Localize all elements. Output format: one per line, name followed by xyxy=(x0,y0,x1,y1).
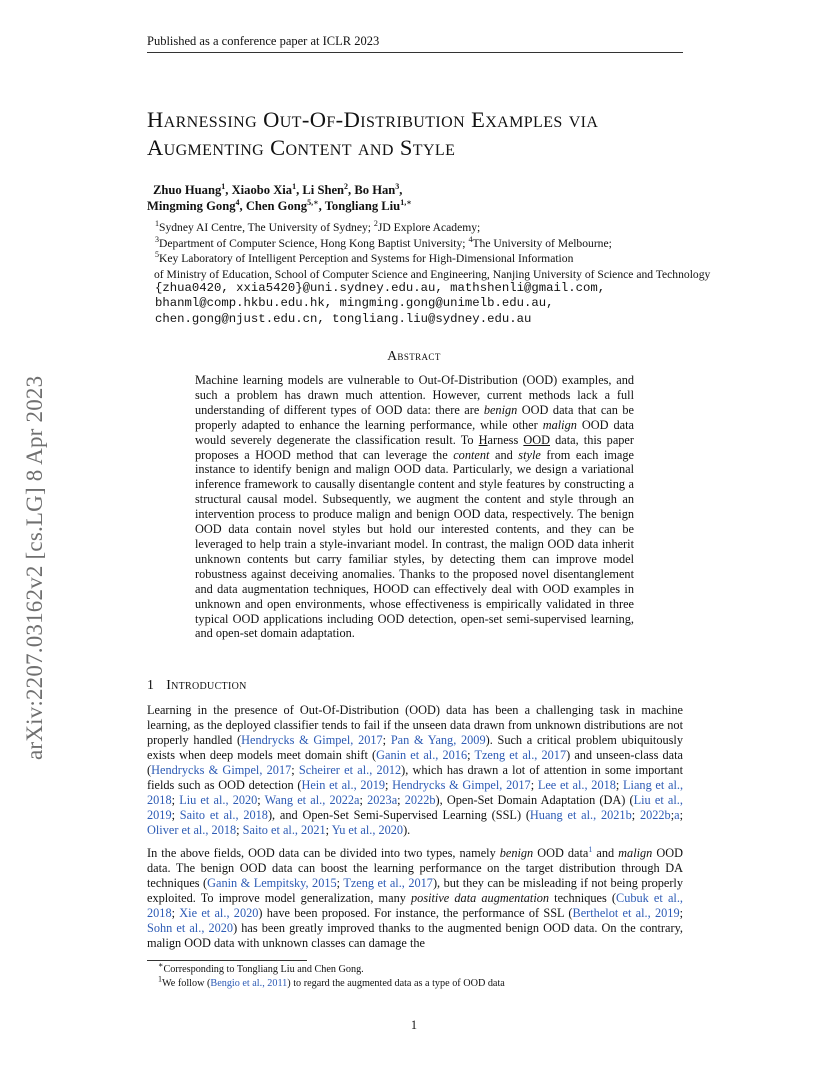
citation-link[interactable]: 2023a xyxy=(367,793,398,807)
title-line-1: Harnessing Out-Of-Distribution Examples via xyxy=(147,107,599,132)
citation-link[interactable]: Saito et al., 2018 xyxy=(179,808,268,822)
author-affil-mark: 2 xyxy=(344,181,349,191)
affiliations xyxy=(155,220,755,282)
author-affil-mark: 1 xyxy=(292,181,297,191)
citation-link[interactable]: Ganin et al., 2016 xyxy=(376,748,468,762)
citation-link[interactable]: Liu et al., 2019 xyxy=(147,793,683,822)
running-header: Published as a conference paper at ICLR 2023 xyxy=(147,34,380,48)
affiliation-line: $^1$Sydney AI Centre, The University of Sydney; $^2$JD Explore Academy; xyxy=(155,219,481,234)
citation-link[interactable]: Liang et al., 2018 xyxy=(147,778,684,807)
footnote-corresponding: ∗Corresponding to Tongliang Liu and Chen Gong. xyxy=(158,960,364,975)
citation-link[interactable]: Liu et al., 2020 xyxy=(179,793,258,807)
affiliation-line: $^3$Department of Computer Science, Hong Kong Baptist University; $^4$The University of Melbourne; xyxy=(155,234,612,250)
author-line-1: Zhuo Huang$^1$, Xiaobo Xia$^1$, Li Shen$^2$, Bo Han$^3$, xyxy=(153,181,403,197)
intro-paragraph-1: Learning in the presence of Out-Of-Distribution (OOD) data has been a challenging task in machine learning, as the deployed classifier tends to fail if the unseen data drawn from unknown distributions are not properly handled (Hendrycks & Gimpel, 2017; Pan & Yang, 2009). Such a critical problem ubiquitously exists when deep models meet domain shift (Ganin et al., 2016; Tzeng et al., 2017) and unseen-class data (Hendrycks & Gimpel, 2017; Scheirer et al., 2012), which has drawn a lot of attention in some important fields such as OOD detection (Hein et al., 2019; Hendrycks & Gimpel, 2017; Lee et al., 2018; Liang et al., 2018; Liu et al., 2020; Wang et al., 2022a; 2023a; 2022b), Open-Set Domain Adaptation (DA) (Liu et al., 2019; Saito et al., 2018), and Open-Set Semi-Supervised Learning (SSL) (Huang et al., 2021b; 2022b;a; Oliver et al., 2018; Saito et al., 2021; Yu et al., 2020). xyxy=(147,703,684,837)
email-line: {zhua0420, xxia5420}@uni.sydney.edu.au, mathshenli@gmail.com, xyxy=(155,281,606,295)
email-line: chen.gong@njust.edu.cn, tongliang.liu@sydney.edu.au xyxy=(155,311,532,326)
arxiv-stamp: arXiv:2207.03162v2 [cs.LG] 8 Apr 2023 xyxy=(22,375,47,760)
citation-link[interactable]: Hendrycks & Gimpel, 2017 xyxy=(241,733,383,747)
author-affil-mark: 1 xyxy=(221,181,226,191)
intro-paragraph-2: In the above fields, OOD data can be divided into two types, namely benign OOD data$^1$ and malign OOD data. The benign OOD data can boost the learning performance on the target distribution through DA techniques (Ganin & Lempitsky, 2015; Tzeng et al., 2017), but they can be misleading if not being properly exploited. To improve model generalization, many positive data augmentation techniques (Cubuk et al., 2018; Xie et al., 2020) have been proposed. For instance, the performance of SSL (Berthelot et al., 2019; Sohn et al., 2020) has been greatly improved thanks to the augmented benign OOD data. On the contrary, malign OOD data with unknown classes can damage the xyxy=(147,844,684,950)
citation-link[interactable]: Saito et al., 2021 xyxy=(242,823,326,837)
citation-link[interactable]: Huang et al., 2021b xyxy=(529,808,632,822)
footnote-marker[interactable]: 1 xyxy=(588,844,593,854)
author-affil-mark: 4 xyxy=(235,197,240,207)
citation-link[interactable]: Pan & Yang, 2009 xyxy=(390,733,486,747)
citation-link[interactable]: Tzeng et al., 2017 xyxy=(474,748,567,762)
author-name: Mingming Gong xyxy=(147,199,236,213)
header-rule xyxy=(147,52,683,53)
citation-link[interactable]: Tzeng et al., 2017 xyxy=(343,876,433,890)
author-name: Zhuo Huang xyxy=(153,183,222,197)
citation-link[interactable]: Berthelot et al., 2019 xyxy=(572,906,680,920)
author-name: Li Shen xyxy=(302,183,345,197)
author-list xyxy=(147,181,693,214)
citation-link[interactable]: Oliver et al., 2018 xyxy=(147,823,237,837)
section-heading-introduction xyxy=(147,677,247,693)
citation-link[interactable]: Hendrycks & Gimpel, 2017 xyxy=(151,763,292,777)
author-emails xyxy=(155,281,715,327)
footnote-rule xyxy=(147,960,307,961)
citation-link[interactable]: Xie et al., 2020 xyxy=(179,906,259,920)
citation-link[interactable]: Scheirer et al., 2012 xyxy=(298,763,402,777)
email-line: bhanml@comp.hkbu.edu.hk, mingming.gong@unimelb.edu.au, xyxy=(155,296,554,311)
abstract-heading: Abstract xyxy=(387,348,441,363)
citation-link[interactable]: Lee et al., 2018 xyxy=(537,778,616,792)
affiliation-line: $^5$Key Laboratory of Intelligent Perception and Systems for High-Dimensional Information xyxy=(155,250,574,266)
section-title: Introduction xyxy=(166,677,247,692)
title-line-2: Augmenting Content and Style xyxy=(147,135,456,160)
author-name: Tongliang Liu xyxy=(324,199,401,213)
author-line-2: Mingming Gong$^4$, Chen Gong$^{5,∗}$, Tongliang Liu$^{1,∗}$ xyxy=(147,197,412,213)
citation-link[interactable]: 2022b xyxy=(404,793,436,807)
author-name: Xiaobo Xia xyxy=(231,183,293,197)
page-number: 1 xyxy=(410,1018,418,1032)
citation-link[interactable]: 2022b xyxy=(639,808,671,822)
citation-link[interactable]: a xyxy=(674,808,680,822)
citation-link[interactable]: Hendrycks & Gimpel, 2017 xyxy=(392,778,531,792)
citation-link[interactable]: Ganin & Lempitsky, 2015 xyxy=(207,876,337,890)
paper-title xyxy=(147,106,707,162)
citation-link[interactable]: Hein et al., 2019 xyxy=(301,778,386,792)
affiliation-line: of Ministry of Education, School of Computer Science and Engineering, Nanjing University of Science and Technology xyxy=(154,267,711,281)
section-number: 1 xyxy=(147,677,155,692)
author-name: Chen Gong xyxy=(245,199,308,213)
citation-link[interactable]: Cubuk et al., 2018 xyxy=(147,891,683,920)
footnote-1: $^1$We follow (Bengio et al., 2011) to regard the augmented data as a type of OOD data xyxy=(158,974,505,989)
author-name: Bo Han xyxy=(354,183,396,197)
author-affil-mark: 3 xyxy=(395,181,400,191)
author-affil-mark: 1,∗ xyxy=(400,197,412,207)
citation-link[interactable]: Wang et al., 2022a xyxy=(264,793,360,807)
abstract-body: Machine learning models are vulnerable to Out-Of-Distribution (OOD) examples, and such a problem has drawn much attention. However, current methods lack a full understanding of different types of OOD data: there are benign OOD data that can be properly adapted to enhance the learning performance, while other malign OOD data would severely degenerate the classification result. To Harness OOD data, this paper proposes a HOOD method that can leverage the content and style from each image instance to identify benign and malign OOD data. Particularly, we design a variational inference framework to causally disentangle content and style features by constructing a structural causal model. Subsequently, we augment the content and style through an intervention process to produce malign and benign OOD data, respectively. The benign OOD data contain novel styles but hold our interested contents, and they can be leveraged to help train a style-invariant model. In contrast, the malign OOD data inherit unknown contents but carry familiar styles, by detecting them can improve model robustness against deceiving anomalies. Thanks to the proposed novel disentanglement and data augmentation techniques, HOOD can effectively deal with OOD examples in unknown and open environments, whose effectiveness is empirically validated in three typical OOD applications including OOD detection, open-set semi-supervised learning, and open-set domain adaptation. xyxy=(195,373,634,641)
citation-link[interactable]: Bengio et al., 2011 xyxy=(210,978,288,989)
citation-link[interactable]: Sohn et al., 2020 xyxy=(147,921,234,935)
footnotes xyxy=(158,960,698,991)
citation-link[interactable]: Yu et al., 2020 xyxy=(331,823,404,837)
author-affil-mark: 5,∗ xyxy=(307,197,319,207)
